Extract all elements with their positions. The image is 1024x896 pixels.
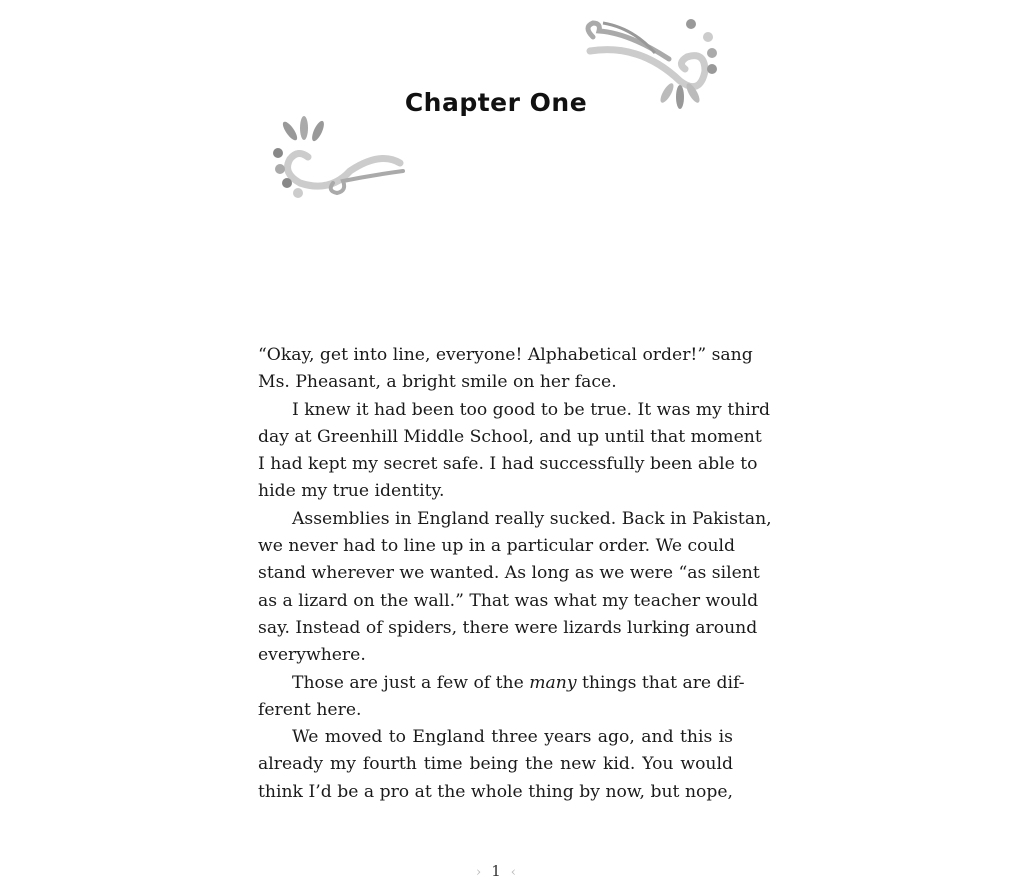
body-text [258, 342, 772, 806]
text-line: I had kept my secret safe. I had successfully been able to [258, 454, 758, 475]
text-line: think I’d be a pro at the whole thing by now, but nope, [258, 781, 733, 802]
text-line: hide my true identity. [258, 481, 445, 502]
text-line: We moved to England three years ago, and this is [292, 727, 733, 748]
text-span: Those are just a few of the [292, 672, 530, 693]
text-span: things that are dif- [576, 672, 745, 693]
text-line: ferent here. [258, 699, 362, 720]
text-line: “Okay, get into line, everyone! Alphabetical order!” sang [258, 345, 753, 365]
chapter-title: Chapter One [404, 88, 588, 117]
right-chevron-ornament-icon: ‹ [510, 865, 516, 880]
italic-word: many [529, 672, 577, 693]
text-line: say. Instead of spiders, there were lizards lurking around [258, 617, 758, 638]
page-number-footer [450, 862, 542, 880]
text-line: day at Greenhill Middle School, and up until that moment [258, 426, 762, 447]
text-line: Ms. Pheasant, a bright smile on her face. [258, 372, 617, 393]
left-chevron-ornament-icon: › [476, 865, 482, 880]
text-line: Assemblies in England really sucked. Back in Pakistan, [292, 508, 772, 529]
page-number: 1 [491, 862, 501, 880]
ornament-bottom-left-icon [268, 115, 408, 200]
text-line: already my fourth time being the new kid. You would [258, 754, 733, 775]
text-line: as a lizard on the wall.” That was what my teacher would [258, 590, 759, 611]
text-line [258, 670, 745, 697]
text-line: I knew it had been too good to be true. It was my third [292, 399, 771, 420]
text-line: we never had to line up in a particular order. We could [258, 536, 736, 557]
text-line: stand wherever we wanted. As long as we were “as silent [258, 563, 760, 584]
text-line: everywhere. [258, 645, 366, 666]
